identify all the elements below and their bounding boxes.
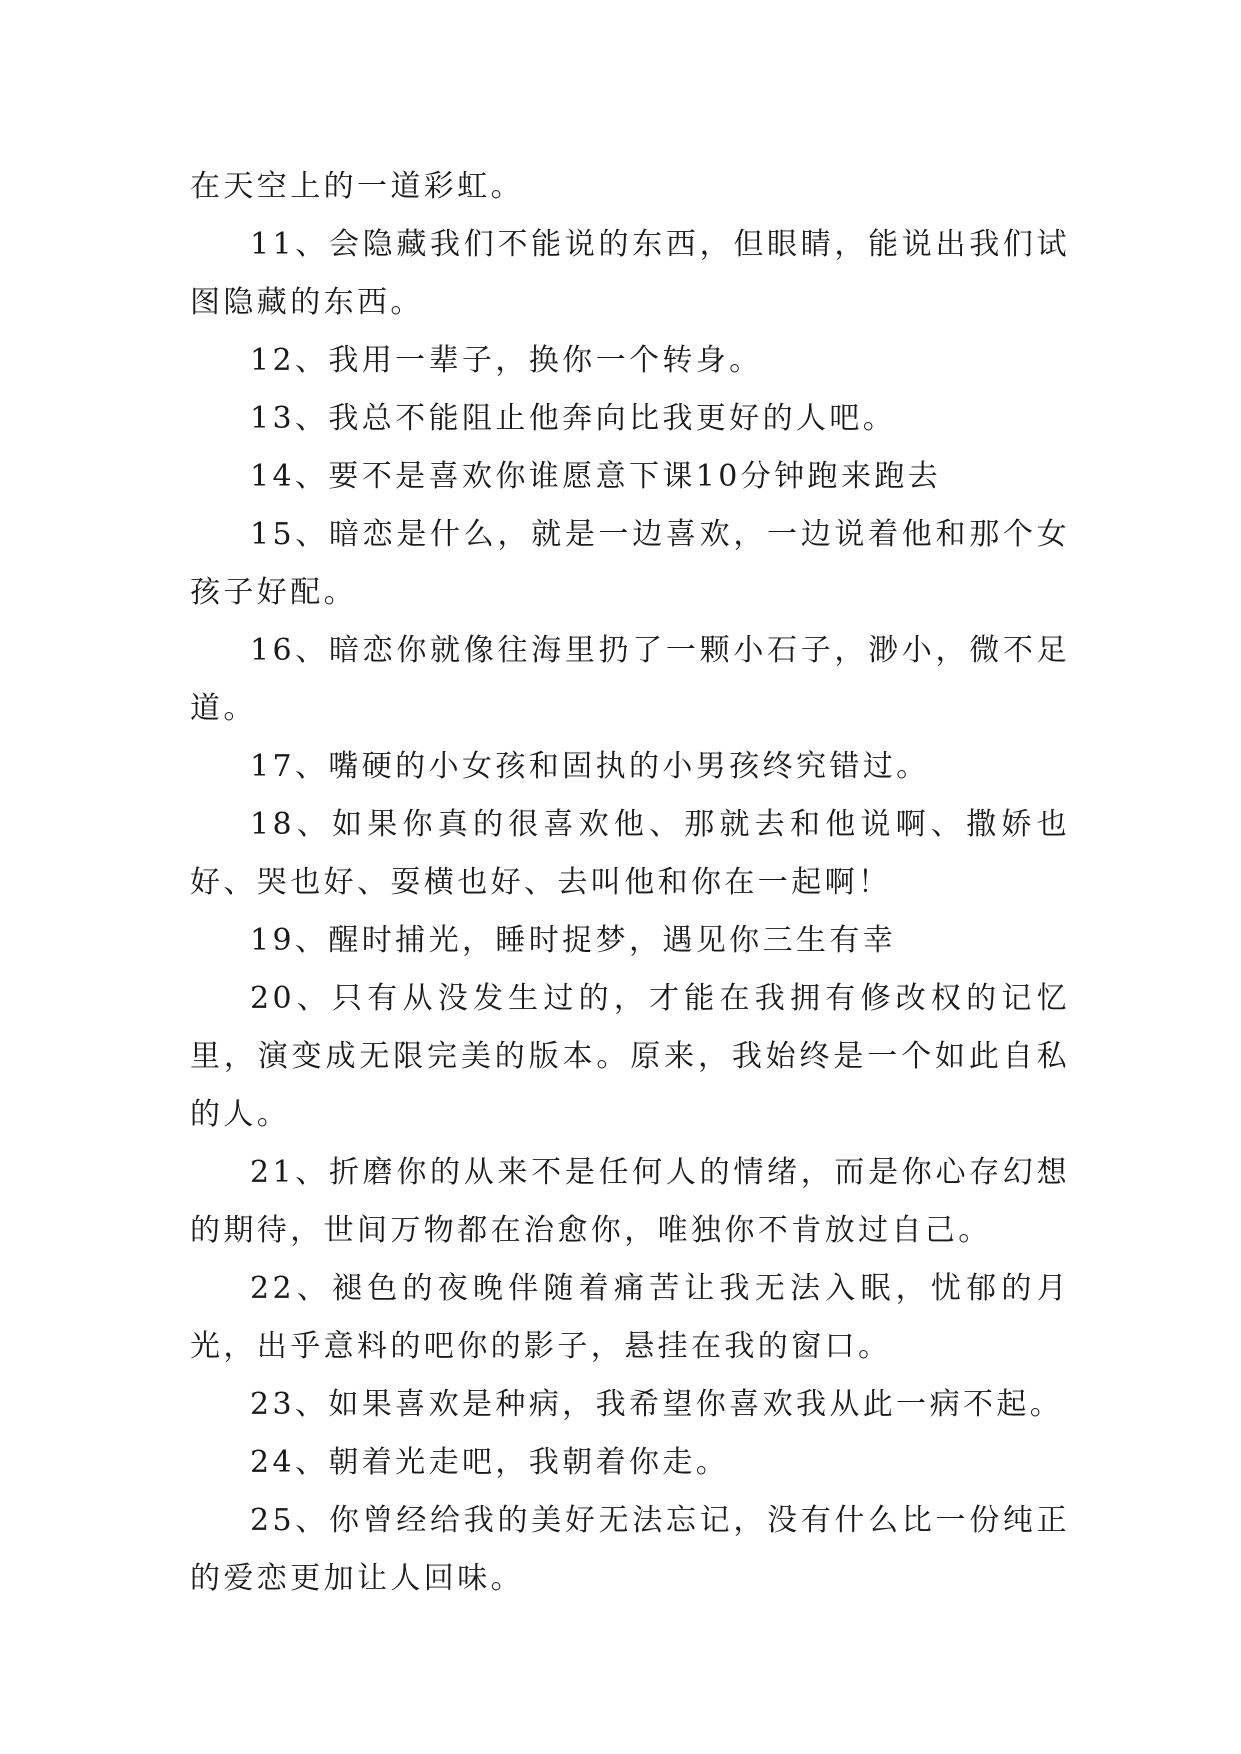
paragraph: 25、你曾经给我的美好无法忘记，没有什么比一份纯正的爱恋更加让人回味。: [190, 1503, 1070, 1596]
paragraph: 23、如果喜欢是种病，我希望你喜欢我从此一病不起。: [250, 1387, 1064, 1422]
paragraph: 在天空上的一道彩虹。: [190, 169, 524, 204]
paragraph: 13、我总不能阻止他奔向比我更好的人吧。: [250, 401, 897, 436]
paragraph: 19、醒时捕光，睡时捉梦，遇见你三生有幸: [250, 923, 897, 958]
paragraph: 17、嘴硬的小女孩和固执的小男孩终究错过。: [250, 749, 930, 784]
paragraph: 22、褪色的夜晚伴随着痛苦让我无法入眠，忧郁的月光，出乎意料的吧你的影子，悬挂在我的窗口。: [190, 1271, 1070, 1364]
paragraph: 18、如果你真的很喜欢他、那就去和他说啊、撒娇也好、哭也好、耍横也好、去叫他和你在一起啊！: [190, 807, 1070, 900]
paragraph: 11、会隐藏我们不能说的东西，但眼睛，能说出我们试图隐藏的东西。: [190, 227, 1070, 320]
paragraph: 14、要不是喜欢你谁愿意下课10分钟跑来跑去: [250, 459, 942, 494]
document-body: [190, 158, 1070, 1608]
paragraph: 15、暗恋是什么，就是一边喜欢，一边说着他和那个女孩子好配。: [190, 517, 1070, 610]
paragraph: 24、朝着光走吧，我朝着你走。: [250, 1445, 730, 1480]
paragraph: 20、只有从没发生过的，才能在我拥有修改权的记忆里，演变成无限完美的版本。原来，我始终是一个如此自私的人。: [190, 981, 1070, 1132]
paragraph: 16、暗恋你就像往海里扔了一颗小石子，渺小，微不足道。: [190, 633, 1070, 726]
paragraph: 12、我用一辈子，换你一个转身。: [250, 343, 763, 378]
paragraph: 21、折磨你的从来不是任何人的情绪，而是你心存幻想的期待，世间万物都在治愈你，唯独你不肯放过自己。: [190, 1155, 1070, 1248]
